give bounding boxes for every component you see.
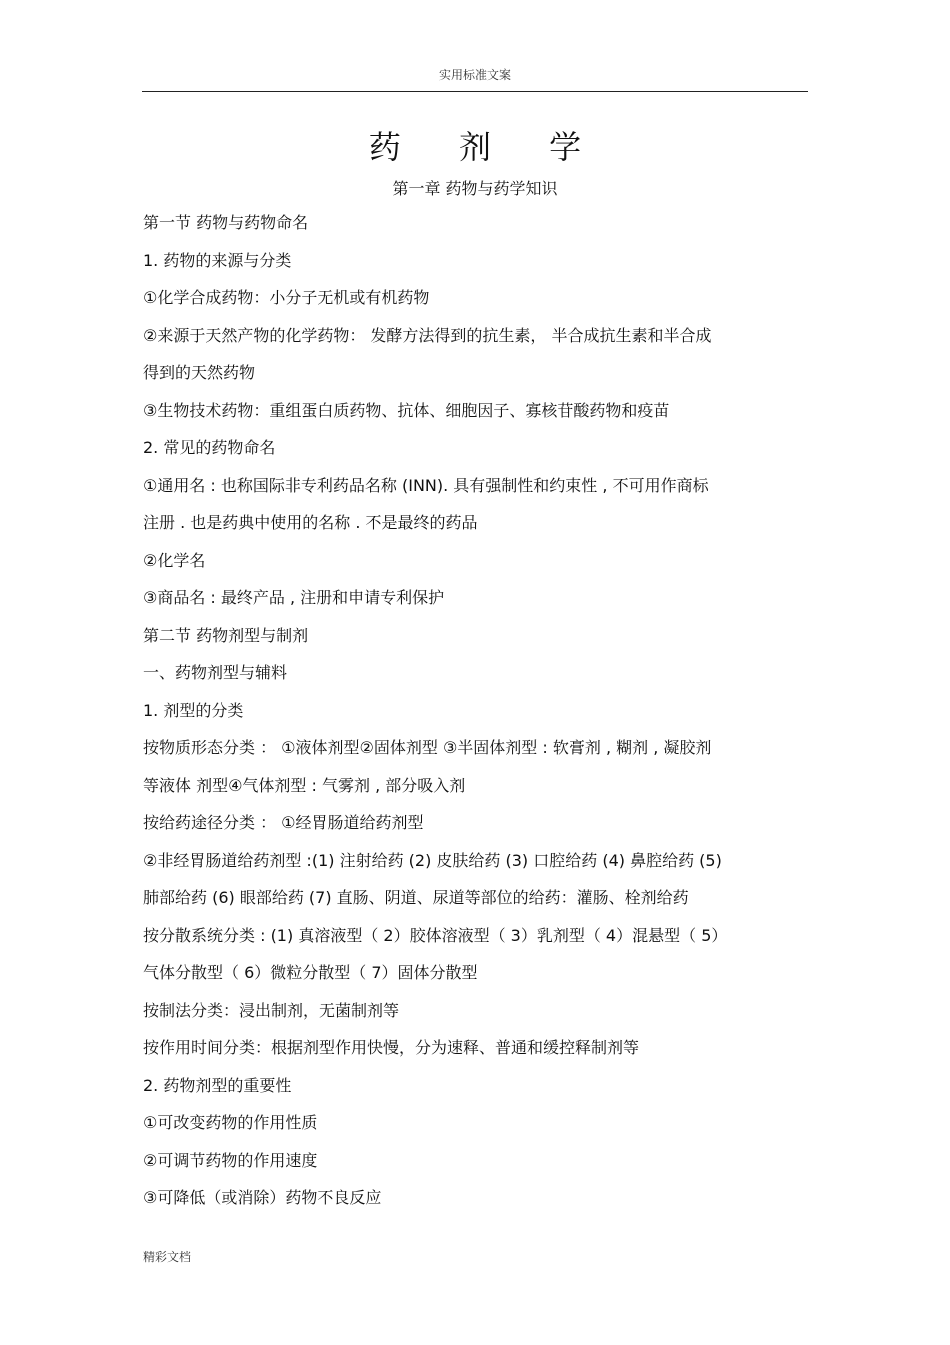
text-line: 气体分散型（ 6）微粒分散型（ 7）固体分散型 bbox=[143, 963, 478, 982]
document-body bbox=[143, 204, 807, 1217]
document-title: 药 剂 学 bbox=[368, 128, 606, 166]
text-line: ②来源于天然产物的化学药物： 发酵方法得到的抗生素， 半合成抗生素和半合成 bbox=[143, 325, 712, 345]
text-line: 按制法分类：浸出制剂，无菌制剂等 bbox=[143, 1000, 400, 1020]
text-line: 1. 药物的来源与分类 bbox=[143, 250, 292, 270]
text-line: 2. 药物剂型的重要性 bbox=[143, 1075, 292, 1095]
text-line: ③可降低（或消除）药物不良反应 bbox=[143, 1188, 382, 1207]
text-line: ③生物技术药物：重组蛋白质药物、抗体、细胞因子、寡核苷酸药物和疫苗 bbox=[143, 400, 670, 420]
text-line: 按分散系统分类 : (1) 真溶液型（ 2）胶体溶液型（ 3）乳剂型（ 4）混悬型（ 5） bbox=[143, 925, 728, 945]
text-line: 一、药物剂型与辅料 bbox=[143, 663, 288, 682]
section-heading: 第二节 药物剂型与制剂 bbox=[143, 625, 309, 645]
page-header: 实用标准文案 bbox=[438, 68, 511, 82]
text-line: 2. 常见的药物命名 bbox=[143, 438, 276, 457]
page-footer: 精彩文档 bbox=[143, 1250, 192, 1264]
chapter-heading: 第一章 药物与药学知识 bbox=[392, 179, 558, 198]
text-line: ②化学名 bbox=[143, 550, 206, 570]
text-line: ③商品名 : 最终产品 , 注册和申请专利保护 bbox=[143, 588, 445, 607]
text-line: 等液体 剂型④气体剂型 : 气雾剂 , 部分吸入剂 bbox=[143, 775, 466, 795]
text-line: ①可改变药物的作用性质 bbox=[143, 1113, 318, 1132]
text-line: ②非经胃肠道给药剂型 :(1) 注射给药 (2) 皮肤给药 (3) 口腔给药 (4) 鼻腔给药 (5) bbox=[143, 850, 722, 870]
text-line: ①通用名 : 也称国际非专利药品名称 (INN). 具有强制性和约束性 , 不可用作商标 bbox=[143, 475, 709, 495]
text-line: ②可调节药物的作用速度 bbox=[143, 1150, 318, 1170]
header-divider bbox=[142, 91, 808, 92]
text-line: 肺部给药 (6) 眼部给药 (7) 直肠、阴道、尿道等部位的给药：灌肠、栓剂给药 bbox=[143, 888, 689, 907]
text-line: 注册 . 也是药典中使用的名称 . 不是最终的药品 bbox=[143, 513, 478, 532]
text-line: 按作用时间分类：根据剂型作用快慢，分为速释、普通和缓控释制剂等 bbox=[143, 1038, 640, 1057]
text-line: 1. 剂型的分类 bbox=[143, 700, 244, 720]
text-line: 得到的天然药物 bbox=[143, 363, 256, 382]
section-heading: 第一节 药物与药物命名 bbox=[143, 213, 309, 232]
text-line: 按物质形态分类 ： ①液体剂型②固体剂型 ③半固体剂型 : 软膏剂 , 糊剂 , 凝胶剂 bbox=[143, 738, 712, 757]
text-line: 按给药途径分类 ： ①经胃肠道给药剂型 bbox=[143, 813, 424, 832]
text-line: ①化学合成药物：小分子无机或有机药物 bbox=[143, 288, 430, 307]
